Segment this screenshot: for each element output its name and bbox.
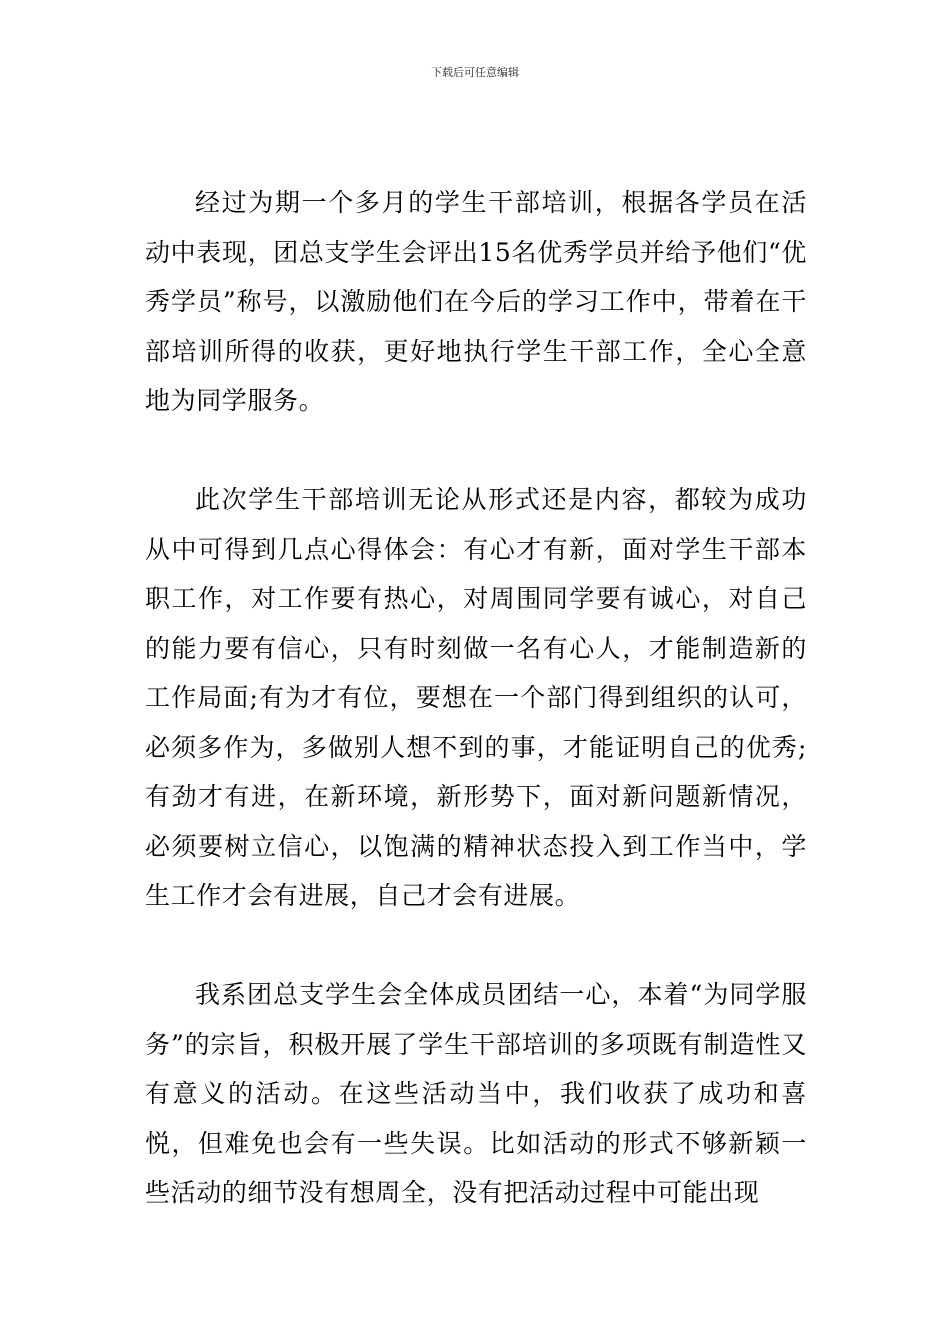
paragraph-2: 此次学生干部培训无论从形式还是内容，都较为成功从中可得到几点心得体会：有心才有新，面对学生干部本职工作，对工作要有热心，对周围同学要有诚心，对自己的能力要有信心，只有时刻做一名有心人，才能制造新的工作局面;有为才有位，要想在一个部门得到组织的认可，必须多作为，多做别人想不到的事，才能证明自己的优秀;有劲才有进，在新环境，新形势下，面对新问题新情况，必须要树立信心，以饱满的精神状态投入到工作当中，学生工作才会有进展，自己才会有进展。 xyxy=(145,485,807,910)
paragraph-1: 经过为期一个多月的学生干部培训，根据各学员在活动中表现，团总支学生会评出15名优秀学员并给予他们“优秀学员”称号，以激励他们在今后的学习工作中，带着在干部培训所得的收获，更好地执行学生干部工作，全心全意地为同学服务。 xyxy=(145,188,807,415)
paragraph-3: 我系团总支学生会全体成员团结一心，本着“为同学服务”的宗旨，积极开展了学生干部培训的多项既有制造性又有意义的活动。在这些活动当中，我们收获了成功和喜悦，但难免也会有一些失误。比如活动的形式不够新颖一些活动的细节没有想周全，没有把活动过程中可能出现 xyxy=(145,980,807,1207)
document-body xyxy=(145,178,807,1218)
page-header: 下载后可任意编辑 xyxy=(431,66,519,79)
